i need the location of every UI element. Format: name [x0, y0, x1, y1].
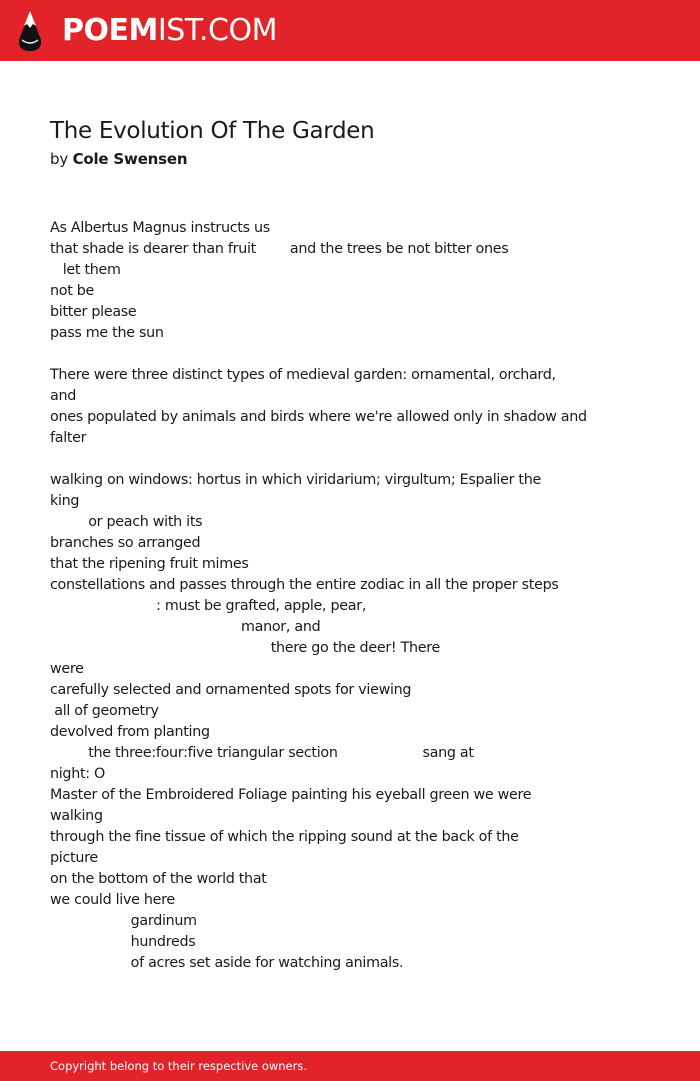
poem-line: on the bottom of the world that [50, 871, 267, 887]
poem-byline [50, 148, 187, 170]
brand-name-light: IST.COM [157, 13, 277, 48]
poem-line: all of geometry [50, 703, 159, 719]
poem-line: devolved from planting [50, 724, 210, 740]
poem-line: night: O [50, 766, 105, 782]
poem-line: carefully selected and ornamented spots for viewing [50, 682, 412, 698]
poem-body [50, 218, 650, 974]
poem-line: or peach with its [50, 514, 203, 530]
poem-line: were [50, 661, 84, 677]
poem-line: bitter please [50, 304, 137, 320]
poem-line: king [50, 493, 80, 509]
poem-line: let them [50, 262, 121, 278]
poem-line: of acres set aside for watching animals. [50, 955, 404, 971]
poem-line: Master of the Embroidered Foliage painting his eyeball green we were [50, 787, 532, 803]
poem-line [50, 449, 650, 470]
poem-line: that the ripening fruit mimes [50, 556, 249, 572]
site-header [0, 0, 700, 61]
poem-line: hundreds [50, 934, 196, 950]
poem-line: manor, and [50, 619, 321, 635]
copyright-notice: Copyright belong to their respective owners. [50, 1059, 308, 1073]
poem-line: and [50, 388, 76, 404]
poem-line: As Albertus Magnus instructs us [50, 220, 270, 236]
poem-line: through the fine tissue of which the ripping sound at the back of the [50, 829, 519, 845]
poem-line: : must be grafted, apple, pear, [50, 598, 367, 614]
poem-line: gardinum [50, 913, 197, 929]
poem-line: falter [50, 430, 87, 446]
poem-line: walking on windows: hortus in which viridarium; virgultum; Espalier the [50, 472, 541, 488]
poem-line: pass me the sun [50, 325, 164, 341]
site-logo-text[interactable] [62, 12, 277, 50]
poem-line: ones populated by animals and birds where we're allowed only in shadow and [50, 409, 587, 425]
poem-line: that shade is dearer than fruit and the trees be not bitter ones [50, 241, 509, 257]
poem-line: picture [50, 850, 98, 866]
poem-line: constellations and passes through the entire zodiac in all the proper steps [50, 577, 559, 593]
poem-author: Cole Swensen [72, 150, 188, 168]
poem-line [50, 344, 650, 365]
poem-line: we could live here [50, 892, 175, 908]
poem-line: branches so arranged [50, 535, 201, 551]
brand-name-bold: POEM [62, 13, 158, 48]
poem-line: not be [50, 283, 95, 299]
poem-line: there go the deer! There [50, 640, 441, 656]
poem-line: There were three distinct types of medieval garden: ornamental, orchard, [50, 367, 556, 383]
poem-line: walking [50, 808, 103, 824]
poem-line: the three:four:five triangular section sang at [50, 745, 474, 761]
poem-title: The Evolution Of The Garden [50, 118, 375, 144]
pencil-tip-icon[interactable] [17, 10, 43, 52]
site-footer [0, 1051, 700, 1081]
by-label: by [50, 150, 68, 168]
